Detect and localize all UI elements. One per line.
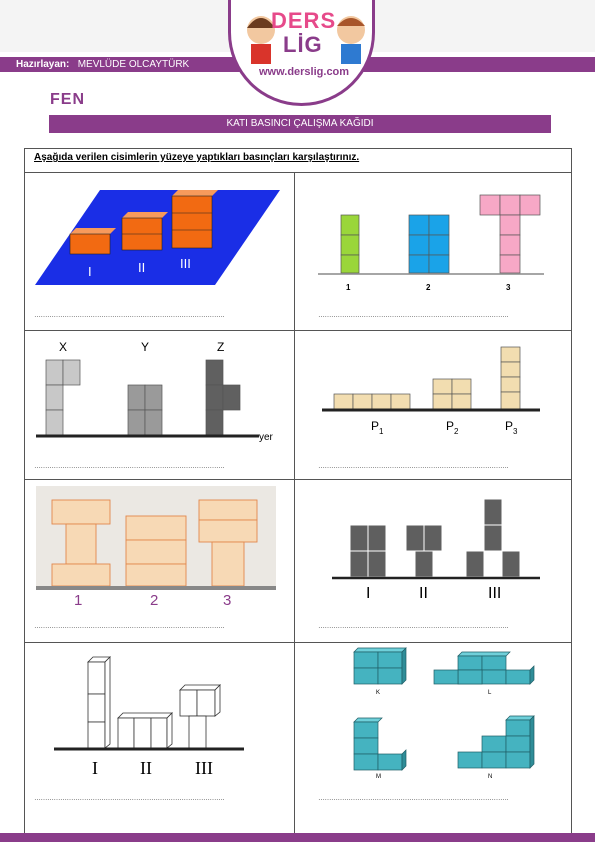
- label-II: II: [138, 260, 146, 275]
- shape-III-block: [484, 525, 502, 551]
- block-P2: [433, 379, 452, 394]
- shape-Z-block: [206, 385, 223, 410]
- block-II-side: [167, 713, 172, 748]
- N-top: [506, 716, 534, 720]
- block-P3: [501, 392, 520, 409]
- label-I: I: [366, 585, 371, 602]
- L-block: [434, 670, 458, 684]
- shape-Y-block: [128, 410, 145, 435]
- shape-X-block: [63, 360, 80, 385]
- structure-1-top: [52, 500, 110, 524]
- answer-line-1[interactable]: …………………………………………………………………………….: [34, 312, 224, 319]
- box-I-top: [70, 228, 116, 234]
- block-P3: [501, 377, 520, 392]
- tower-2-block: [409, 215, 429, 235]
- grid-divider-row2: [24, 479, 572, 480]
- subject-title: FEN: [50, 91, 85, 108]
- shape-I-block: [368, 525, 386, 551]
- structure-3-block: [199, 520, 257, 542]
- block-III-side: [215, 685, 220, 716]
- K-block: [378, 652, 402, 668]
- logo-text-top: DERS: [271, 8, 337, 33]
- panel-6-figure: [330, 495, 545, 605]
- shape-I-block: [350, 551, 368, 577]
- ground-line: [36, 586, 276, 590]
- structure-2-block: [126, 516, 186, 540]
- shape-Y-block: [145, 385, 162, 410]
- tower-2-block: [409, 235, 429, 255]
- panel-5-figure: [36, 486, 276, 608]
- footer-bar: [0, 833, 595, 842]
- tower-2-block: [429, 255, 449, 273]
- block-P1: [334, 394, 353, 409]
- prepared-by: [16, 58, 189, 72]
- structure-3-top: [199, 500, 257, 520]
- shape-Z-block: [206, 410, 223, 435]
- label-L: L: [488, 690, 492, 696]
- N-block: [506, 720, 530, 736]
- shape-X-block: [46, 360, 63, 385]
- panel-1-figure: [30, 180, 290, 290]
- label-II: II: [140, 758, 152, 778]
- N-block: [506, 752, 530, 768]
- label-I: I: [92, 758, 98, 778]
- structure-2-block: [126, 540, 186, 564]
- block-P3: [501, 362, 520, 377]
- panel-7-figure: [50, 652, 250, 784]
- grid-divider-row3: [24, 642, 572, 643]
- label-2: 2: [150, 592, 159, 609]
- K-block: [378, 668, 402, 684]
- tower-3-block: [500, 215, 520, 235]
- panel-2-figure: [316, 190, 546, 300]
- boy-hair-icon: [337, 18, 365, 26]
- N-block: [482, 736, 506, 752]
- block-P1: [391, 394, 410, 409]
- tower-2-block: [429, 215, 449, 235]
- label-III: III: [195, 758, 213, 778]
- grid-divider-vertical: [294, 172, 295, 838]
- block-P3: [501, 347, 520, 362]
- block-P2: [452, 379, 471, 394]
- K-block: [354, 652, 378, 668]
- N-block: [458, 752, 482, 768]
- structure-1-bottom: [52, 564, 110, 586]
- tower-3-block: [520, 195, 540, 215]
- tower-2-block: [409, 255, 429, 273]
- block-II-top: [118, 713, 172, 718]
- M-top: [354, 718, 382, 722]
- block-P1: [372, 394, 391, 409]
- answer-line-3[interactable]: …………………………………………………………………………….: [34, 463, 224, 470]
- N-block: [482, 752, 506, 768]
- label-II: II: [419, 585, 428, 602]
- M-block: [354, 754, 378, 770]
- tower-1-block: [341, 235, 359, 255]
- L-block: [482, 656, 506, 670]
- shape-Z-block: [206, 360, 223, 385]
- shape-Y-block: [128, 385, 145, 410]
- worksheet-title: KATI BASINCI ÇALIŞMA KAĞIDI: [49, 115, 551, 133]
- block-II: [118, 718, 134, 748]
- shape-I-block: [350, 525, 368, 551]
- panel-4-figure: [318, 344, 548, 444]
- logo-url[interactable]: www.derslig.com: [259, 66, 350, 78]
- shape-III-block: [484, 499, 502, 525]
- answer-line-7[interactable]: …………………………………………………………………………….: [34, 795, 224, 802]
- box-I: [70, 234, 110, 254]
- M-block: [354, 738, 378, 754]
- block-P1: [353, 394, 372, 409]
- tower-3-block: [480, 195, 500, 215]
- shape-III-block: [466, 551, 484, 577]
- K-top: [354, 648, 406, 652]
- shape-X-block: [46, 410, 63, 435]
- N-side: [530, 716, 534, 768]
- label-3: 3: [506, 283, 511, 292]
- logo-text-bottom: LİG: [283, 32, 323, 57]
- label-M: M: [376, 774, 381, 780]
- tower-I-block: [88, 722, 105, 748]
- K-block: [354, 668, 378, 684]
- tower-3-block: [500, 195, 520, 215]
- structure-1-middle: [66, 524, 96, 564]
- answer-line-5[interactable]: …………………………………………………………………………….: [34, 623, 224, 630]
- box-III-top: [172, 190, 218, 196]
- instruction-text: Aşağıda verilen cisimlerin yüzeye yaptıkları basınçları karşılaştırınız.: [34, 152, 360, 163]
- label-III: III: [180, 256, 191, 271]
- prepared-label: Hazırlayan:: [16, 59, 70, 70]
- panel-3-figure: [34, 336, 289, 446]
- block-III-base: [189, 716, 206, 748]
- tower-I-block: [88, 694, 105, 722]
- tower-3-block: [500, 255, 520, 273]
- answer-line-2[interactable]: …………………………………………………………………………….: [318, 312, 508, 319]
- box-II-top: [122, 212, 168, 218]
- block-III-top: [180, 685, 220, 690]
- label-III: III: [488, 585, 502, 602]
- shape-II-block: [415, 551, 433, 577]
- L-block: [458, 656, 482, 670]
- label-1: 1: [74, 592, 83, 609]
- L-block: [506, 670, 530, 684]
- N-block: [506, 736, 530, 752]
- shape-II-block: [406, 525, 424, 551]
- block-II: [134, 718, 151, 748]
- M-block: [378, 754, 402, 770]
- answer-line-4[interactable]: …………………………………………………………………………….: [318, 463, 508, 470]
- block-III: [197, 690, 215, 716]
- answer-line-6[interactable]: …………………………………………………………………………….: [318, 623, 508, 630]
- label-Y: Y: [141, 340, 150, 354]
- label-P2: $P_2$: [446, 419, 459, 436]
- label-3: 3: [223, 592, 232, 609]
- tower-I-side: [105, 657, 110, 748]
- L-top: [458, 652, 510, 656]
- tower-1-block: [341, 215, 359, 235]
- tower-2-block: [429, 235, 449, 255]
- label-Z: Z: [217, 340, 225, 354]
- shape-X-block: [46, 385, 63, 410]
- L-side: [530, 666, 534, 684]
- label-K: K: [376, 690, 381, 696]
- shape-III-block: [502, 551, 520, 577]
- label-N: N: [488, 774, 493, 780]
- K-side: [402, 648, 406, 684]
- grid-divider-top: [24, 172, 572, 173]
- tower-1-block: [341, 255, 359, 273]
- structure-2-block: [126, 564, 186, 586]
- label-2: 2: [426, 283, 431, 292]
- label-1: 1: [346, 283, 351, 292]
- ground-label: yer: [259, 432, 273, 443]
- L-block: [458, 670, 482, 684]
- block-P2: [452, 394, 471, 409]
- shape-II-block: [424, 525, 442, 551]
- shape-I-block: [368, 551, 386, 577]
- tower-3-block: [500, 235, 520, 255]
- M-side: [402, 750, 406, 770]
- panel-8-figure: [348, 648, 538, 788]
- block-P2: [433, 394, 452, 409]
- girl-body-icon: [251, 44, 271, 64]
- structure-3-base: [212, 542, 244, 586]
- answer-line-8[interactable]: …………………………………………………………………………….: [318, 795, 508, 802]
- author-name: MEVLÜDE OLCAYTÜRK: [77, 59, 190, 70]
- M-block: [354, 722, 378, 738]
- shape-Z-block: [223, 385, 240, 410]
- derslig-logo[interactable]: [228, 0, 375, 106]
- label-P1: $P_1$: [371, 419, 384, 436]
- tower-I-block: [88, 662, 105, 694]
- block-II: [151, 718, 167, 748]
- shape-Y-block: [145, 410, 162, 435]
- box-III: [172, 196, 212, 248]
- L-block: [482, 670, 506, 684]
- label-X: X: [59, 340, 68, 354]
- label-I: I: [88, 264, 92, 279]
- boy-body-icon: [341, 44, 361, 64]
- grid-divider-row1: [24, 330, 572, 331]
- block-III: [180, 690, 197, 716]
- label-P3: $P_3$: [505, 419, 518, 436]
